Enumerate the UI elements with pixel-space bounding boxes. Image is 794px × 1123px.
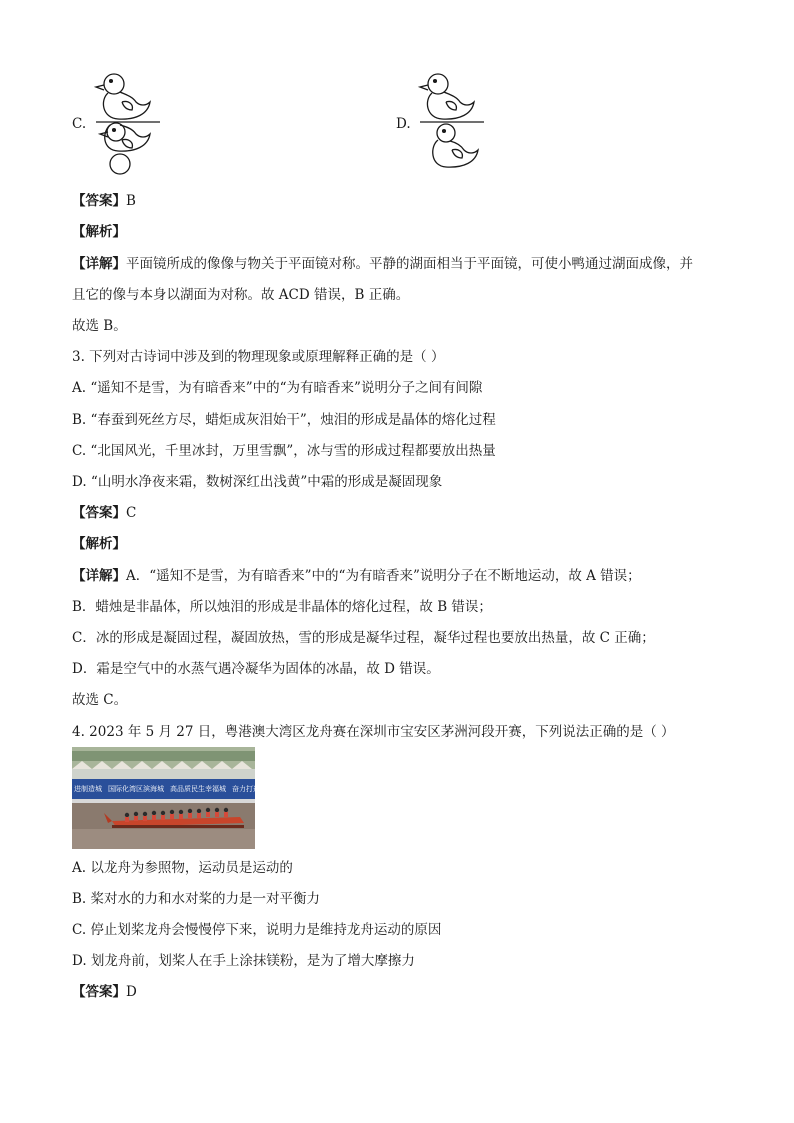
banner-text-4: 奋力打造世 — [232, 785, 267, 793]
banner-text-2: 国际化湾区滨海城 — [108, 785, 164, 793]
q3-conclusion: 故选 C。 — [72, 692, 128, 708]
q4-option-b: B. 桨对水的力和水对桨的力是一对平衡力 — [72, 891, 321, 907]
q2-answer — [72, 191, 136, 211]
duck-reflection-figure-c — [92, 70, 164, 176]
q3-detail-b: B．蜡烛是非晶体，所以烛泪的形成是非晶体的熔化过程，故 B 错误； — [72, 599, 492, 615]
q3-detail-a — [72, 566, 641, 586]
q3-detail-d: D．霜是空气中的水蒸气遇冷凝华为固体的冰晶，故 D 错误。 — [72, 661, 440, 677]
answer-tag: 【答案】 — [72, 505, 126, 521]
answer-tag: 【答案】 — [72, 193, 126, 209]
q4-option-c: C. 停止划桨龙舟会慢慢停下来，说明力是维持龙舟运动的原因 — [72, 922, 442, 938]
analysis-tag: 【解析】 — [72, 536, 126, 552]
banner-text-3: 高品质民生幸福城 — [170, 785, 226, 793]
q4-option-d: D. 划龙舟前，划桨人在手上涂抹镁粉，是为了增大摩擦力 — [72, 953, 415, 969]
analysis-tag: 【解析】 — [72, 224, 126, 240]
duck-reflection-figure-d — [416, 70, 488, 176]
q3-analysis-heading — [72, 534, 126, 554]
q4-answer — [72, 982, 137, 1002]
detail-tag: 【详解】 — [72, 568, 126, 584]
answer-tag: 【答案】 — [72, 984, 126, 1000]
q3-option-c: C. “北国风光，千里冰封，万里雪飘”，冰与雪的形成过程都要放出热量 — [72, 443, 496, 459]
photo-banner — [72, 779, 267, 799]
answer-value: D — [126, 984, 137, 1000]
q4-stem: 4. 2023 年 5 月 27 日，粤港澳大湾区龙舟赛在深圳市宝安区茅洲河段开赛，下列说法正确的是（ ） — [72, 724, 675, 740]
option-d-label: D. — [396, 116, 411, 132]
q3-option-d: D. “山明水净夜来霜，数树深红出浅黄”中霜的形成是凝固现象 — [72, 474, 443, 490]
dragon-boat-photo — [72, 747, 267, 849]
q3-answer — [72, 503, 136, 523]
banner-text-1: 进制造城 — [74, 785, 102, 793]
q3-detail-c: C．冰的形成是凝固过程，凝固放热，雪的形成是凝华过程，凝华过程也要放出热量，故 C 正确； — [72, 630, 655, 646]
answer-value: B — [126, 193, 136, 209]
q2-conclusion: 故选 B。 — [72, 318, 127, 334]
q2-analysis-heading — [72, 222, 126, 242]
q2-detail-line-2: 且它的像与本身以湖面为对称。故 ACD 错误，B 正确。 — [72, 287, 410, 303]
q3-option-a: A. “遥知不是雪，为有暗香来”中的“为有暗香来”说明分子之间有间隙 — [72, 380, 483, 396]
option-c-label: C. — [72, 116, 87, 132]
q3-option-b: B. “春蚕到死丝方尽，蜡炬成灰泪始干”，烛泪的形成是晶体的熔化过程 — [72, 412, 496, 428]
detail-tag: 【详解】 — [72, 256, 126, 272]
q2-detail-line-1 — [72, 254, 693, 274]
detail-text: A．“遥知不是雪，为有暗香来”中的“为有暗香来”说明分子在不断地运动，故 A 错误； — [126, 568, 641, 584]
q4-option-a: A. 以龙舟为参照物，运动员是运动的 — [72, 860, 293, 876]
detail-text: 平面镜所成的像像与物关于平面镜对称。平静的湖面相当于平面镜，可使小鸭通过湖面成像，并 — [126, 256, 693, 272]
q3-stem: 3. 下列对古诗词中涉及到的物理现象或原理解释正确的是（ ） — [72, 349, 445, 365]
answer-value: C — [126, 505, 137, 521]
